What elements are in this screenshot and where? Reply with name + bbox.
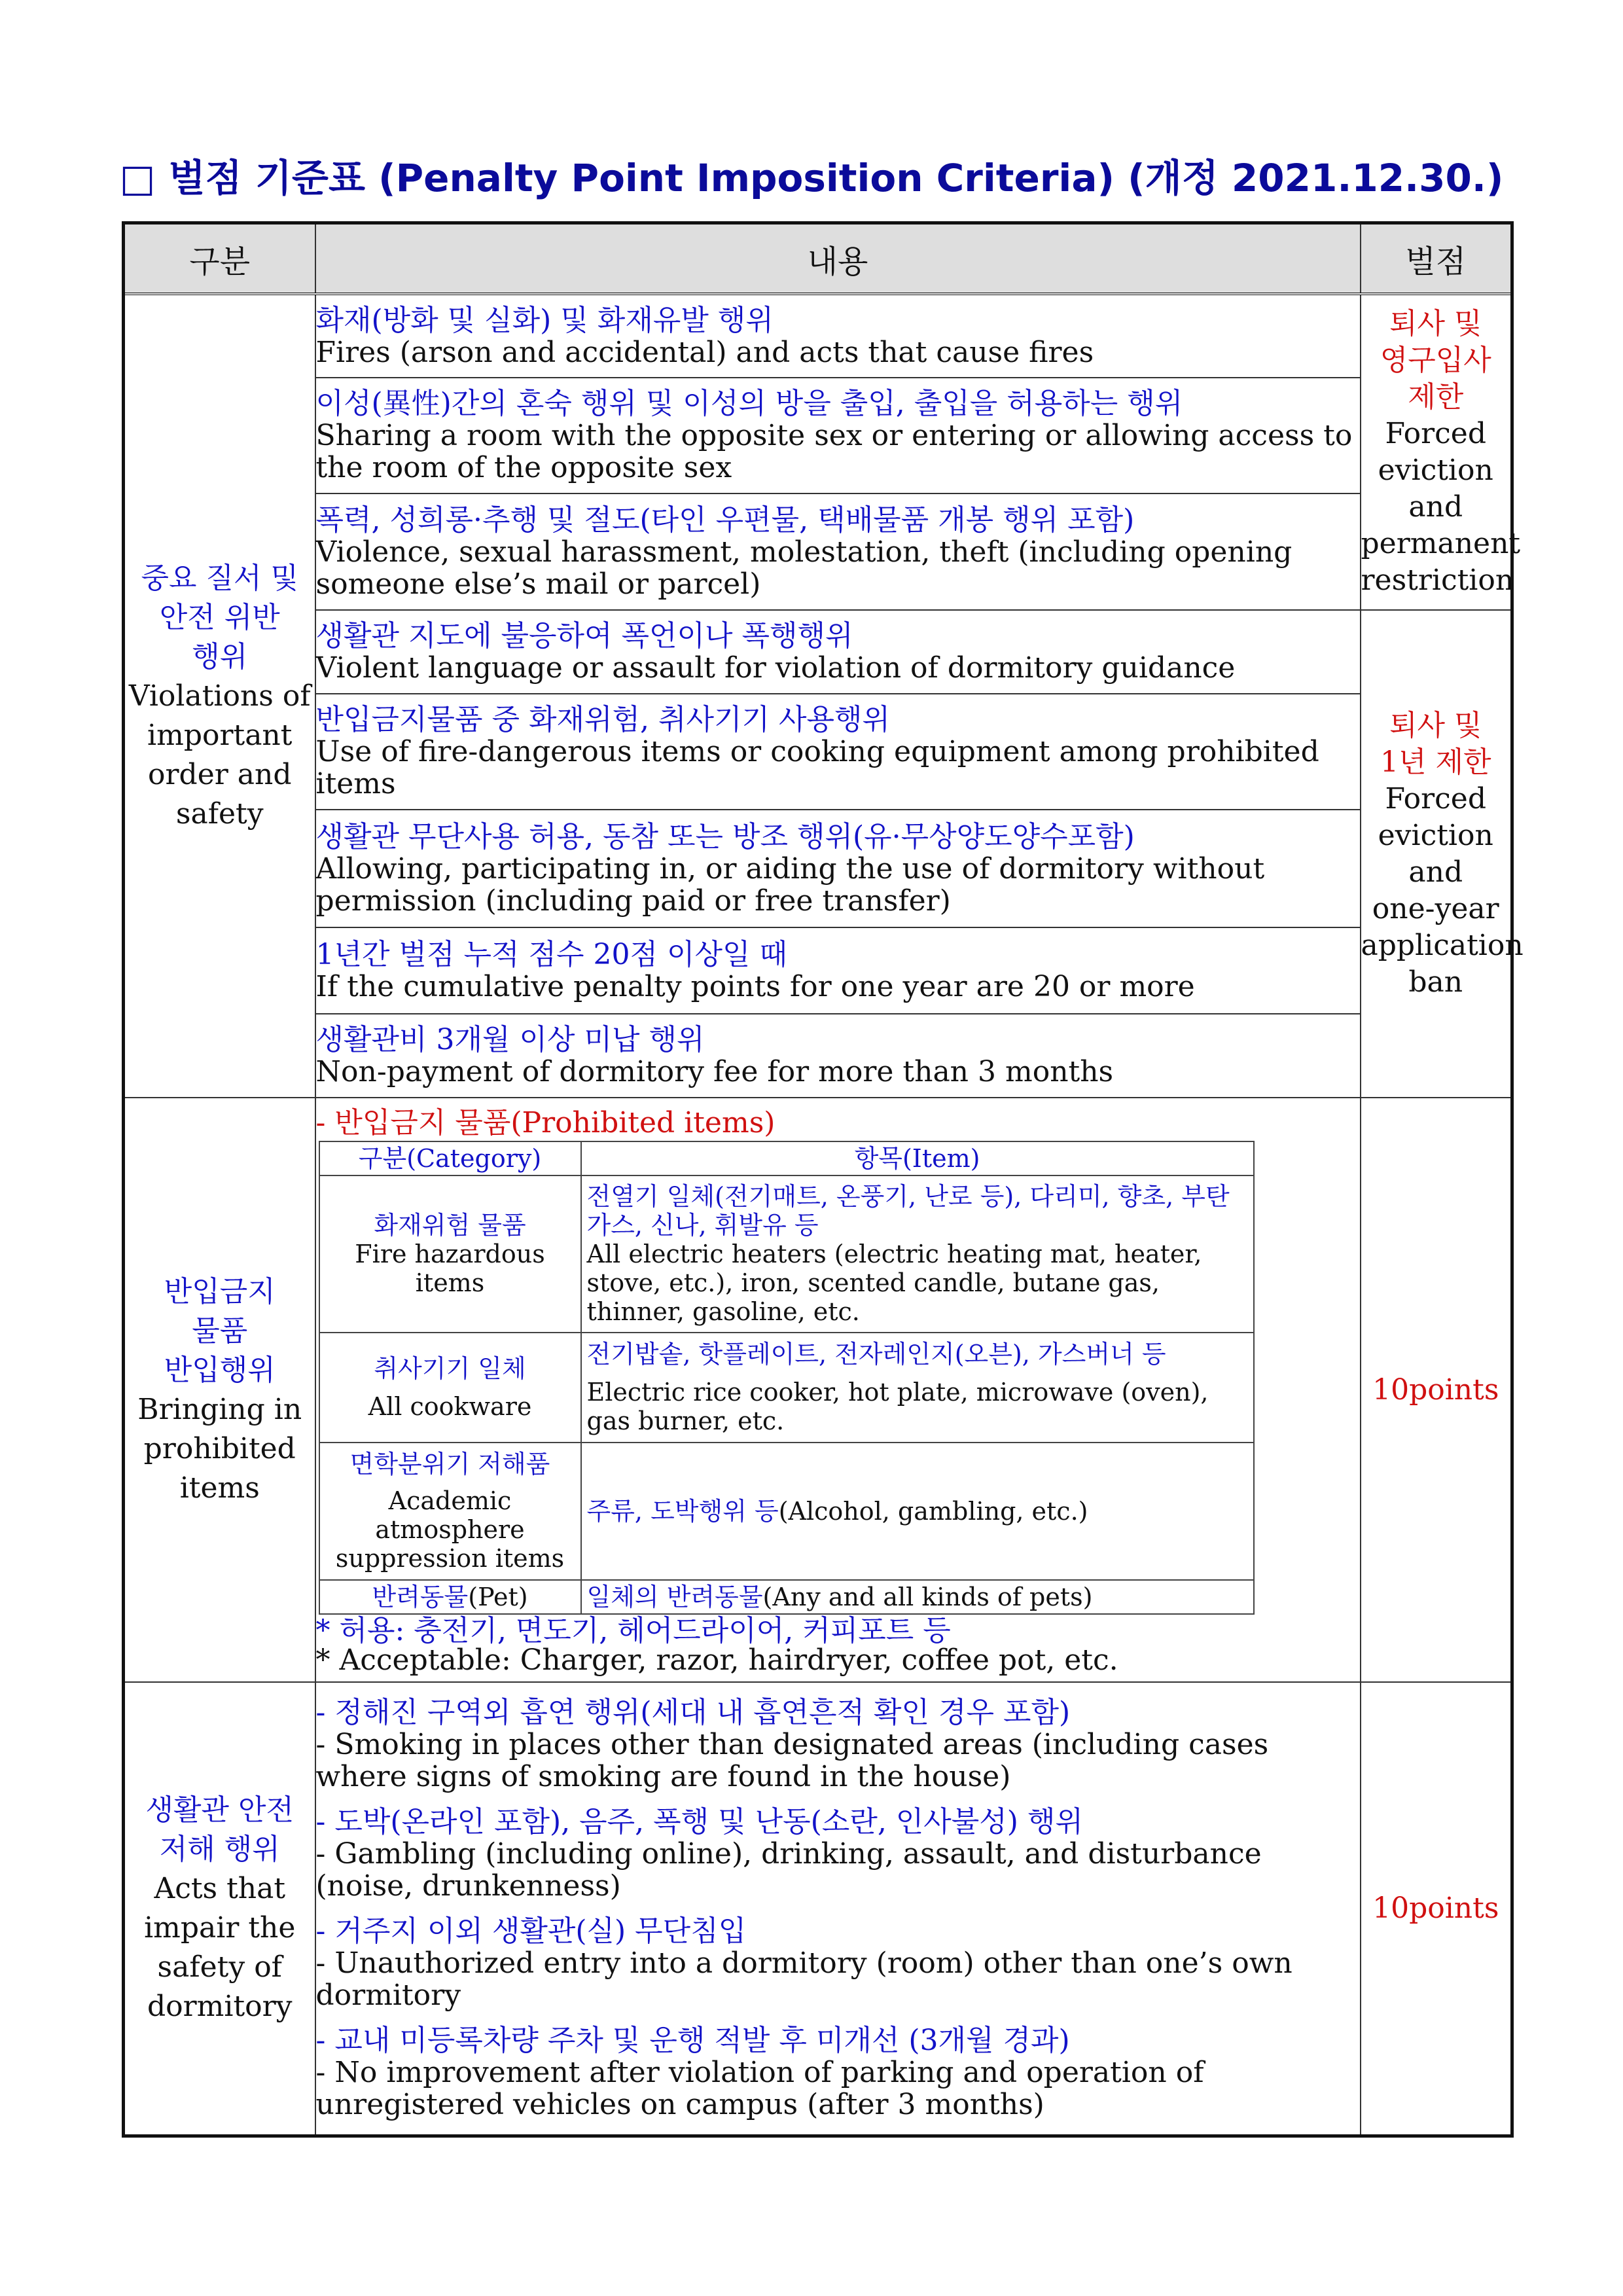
section1-row: 반입금지물품 중 화재위험, 취사기기 사용행위 Use of fire-dangerous items or cooking equipment among prohibited items <box>315 694 1361 810</box>
section2-category-en: Bringing in prohibited items <box>137 1392 302 1505</box>
header-penalty: 벌점 <box>1361 223 1512 295</box>
section2-category <box>124 1098 315 1682</box>
section1-penalty-one-year: 퇴사 및 1년 제한 Forced eviction and one-year application ban <box>1361 610 1512 1098</box>
penalty-criteria-table <box>122 221 1524 2138</box>
acceptable-note-en: * Acceptable: Charger, razor, hairdryer, coffee pot, etc. <box>315 1643 1118 1677</box>
sub-row-item: 전기밥솥, 핫플레이트, 전자레인지(오븐), 가스버너 등 Electric rice cooker, hot plate, microwave (oven), gas burner, etc. <box>581 1333 1254 1443</box>
sub-row-item: 주류, 도박행위 등(Alcohol, gambling, etc.) <box>581 1443 1254 1580</box>
section1-row: 폭력, 성희롱·추행 및 절도(타인 우편물, 택배물품 개봉 행위 포함) Violence, sexual harassment, molestation, theft (including opening someone else’s mail or parcel) <box>315 493 1361 610</box>
page-title <box>0 147 1623 202</box>
sub-row-item: 전열기 일체(전기매트, 온풍기, 난로 등), 다리미, 향초, 부탄가스, 신나, 휘발유 등 All electric heaters (electric heating mat, heater, stove, etc.), iron, scented candle, butane gas, thinner, gasoline, etc. <box>581 1175 1254 1333</box>
section2-penalty: 10points <box>1361 1098 1512 1682</box>
section1-category <box>124 294 315 1098</box>
page-title-text: 벌점 기준표 (Penalty Point Imposition Criteria) (개정 2021.12.30.) <box>168 156 1504 200</box>
header-category: 구분 <box>124 223 315 295</box>
sub-header-item: 항목(Item) <box>581 1141 1254 1175</box>
section3-content <box>315 1682 1361 2136</box>
section3-item: - 도박(온라인 포함), 음주, 폭행 및 난동(소란, 인사불성) 행위 - Gambling (including online), drinking, assault, and disturbance (noise, drunkenness) <box>315 1804 1262 1903</box>
section2-content <box>315 1098 1361 1682</box>
acceptable-note-ko: * 허용: 충전기, 면도기, 헤어드라이어, 커피포트 등 <box>315 1613 951 1647</box>
section3-item: - 거주지 이외 생활관(실) 무단침입 - Unauthorized entry into a dormitory (room) other than one’s own dormitory <box>315 1914 1293 2012</box>
section1-row: 1년간 벌점 누적 점수 20점 이상일 때 If the cumulative penalty points for one year are 20 or more <box>315 927 1361 1014</box>
prohibited-items-table <box>319 1141 1255 1615</box>
sub-row-item: 일체의 반려동물(Any and all kinds of pets) <box>581 1580 1254 1614</box>
sub-header-category: 구분(Category) <box>319 1141 581 1175</box>
sub-row-category: 면학분위기 저해품 Academic atmosphere suppression items <box>319 1443 581 1580</box>
section3-category-ko: 생활관 안전 저해 행위 <box>145 1793 294 1866</box>
sub-row-category: 반려동물(Pet) <box>319 1580 581 1614</box>
section1-category-ko: 중요 질서 및 안전 위반 행위 <box>141 561 298 673</box>
section3-category <box>124 1682 315 2136</box>
section3-category-en: Acts that impair the safety of dormitory <box>144 1871 296 2023</box>
checkbox-square-icon: □ <box>119 156 156 200</box>
section3-item: - 정해진 구역외 흡연 행위(세대 내 흡연흔적 확인 경우 포함) - Smoking in places other than designated areas (including cases where signs of smoking are found in the house) <box>315 1695 1269 1793</box>
section3-item: - 교내 미등록차량 주차 및 운행 적발 후 미개선 (3개월 경과) - No improvement after violation of parking and operation of unregistered vehicles on campus (after 3 months) <box>315 2023 1204 2121</box>
section1-row: 생활관비 3개월 이상 미납 행위 Non-payment of dormitory fee for more than 3 months <box>315 1014 1361 1098</box>
prohibited-items-heading: - 반입금지 물품(Prohibited items) <box>315 1105 776 1139</box>
section1-row: 화재(방화 및 실화) 및 화재유발 행위 Fires (arson and accidental) and acts that cause fires <box>315 294 1361 378</box>
section1-penalty-permanent: 퇴사 및 영구입사 제한 Forced eviction and permanent restriction <box>1361 294 1512 610</box>
sub-row-category: 화재위험 물품 Fire hazardous items <box>319 1175 581 1333</box>
section1-category-en: Violations of important order and safety <box>128 679 311 831</box>
section2-category-ko: 반입금지 물품 반입행위 <box>164 1274 276 1387</box>
section1-row: 생활관 지도에 불응하여 폭언이나 폭행행위 Violent language or assault for violation of dormitory guidance <box>315 610 1361 694</box>
section1-row: 이성(異性)간의 혼숙 행위 및 이성의 방을 출입, 출입을 허용하는 행위 Sharing a room with the opposite sex or entering or allowing access to the room of the opposite sex <box>315 378 1361 493</box>
section1-row: 생활관 무단사용 허용, 동참 또는 방조 행위(유·무상양도양수포함) Allowing, participating in, or aiding the use of dormitory without permission (including paid or free transfer) <box>315 810 1361 927</box>
header-content: 내용 <box>315 223 1361 295</box>
sub-row-category: 취사기기 일체 All cookware <box>319 1333 581 1443</box>
section3-penalty: 10points <box>1361 1682 1512 2136</box>
